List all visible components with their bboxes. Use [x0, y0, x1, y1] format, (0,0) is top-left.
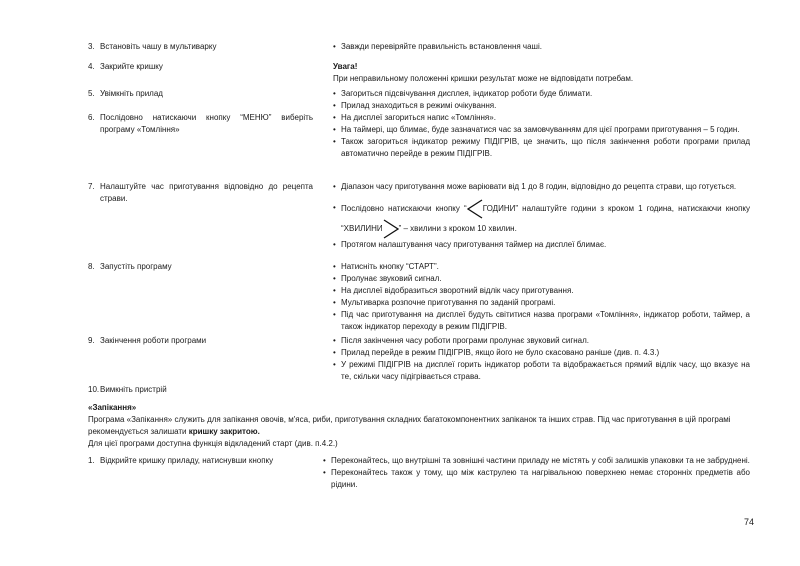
step-text: Закрийте кришку	[100, 62, 163, 71]
bullet: • Загориться підсвічування дисплея, індикатор роботи буде блимати.	[333, 88, 750, 100]
step-number: 5.	[88, 89, 95, 98]
bullet: • У режимі ПІДІГРІВ на дисплеї горить індикатор роботи та відображається прямий відлік часу, що вказує на те, скільки часу підігрівається страва.	[333, 359, 750, 383]
bullet: • Мультиварка розпочне приготування по заданій програмі.	[333, 297, 750, 309]
step-number: 3.	[88, 42, 95, 51]
step-text: Відкрийте кришку приладу, натиснувши кнопку	[100, 456, 274, 465]
delayed-start-note: Для цієї програми доступна функція відкладений старт (див. п.4.2.)	[88, 439, 338, 448]
bullet-text: ” – хвилини з кроком 10 хвилин.	[398, 224, 517, 234]
section-title: «Запікання»	[88, 403, 137, 412]
bullet: • Також загориться індикатор режиму ПІДІГРІВ, це значить, що після закінчення роботи програми прилад автоматично перейде в режим ПІДІГРІВ.	[333, 136, 750, 160]
step-text: Закінчення роботи програми	[100, 336, 207, 345]
bullet: • Після закінчення часу роботи програми пролунає звуковий сигнал.	[333, 335, 750, 347]
section-description	[88, 414, 750, 438]
step-number: 7.	[88, 182, 95, 191]
left-triangle-icon	[467, 199, 483, 219]
bullet-hours-minutes	[333, 199, 750, 239]
bullet: • Переконайтесь, що внутрішні та зовнішні частини приладу не містять у собі залишків упаковки та не забруднені.	[323, 455, 750, 467]
bullet: • Переконайтесь також у тому, що між каструлею та нагрівальною поверхнею немає сторонніх предметів або рідини.	[323, 467, 750, 491]
step-text: Встановіть чашу в мультиварку	[100, 42, 217, 51]
step-text: Налаштуйте час приготування відповідно до рецепта страви.	[100, 182, 313, 203]
bullet: • На дисплеї загориться напис «Томління».	[333, 112, 750, 124]
description-text: Програма «Запікання» служить для запікання овочів, м'яса, риби, приготування складних багатокомпонентних запіканок та інших страв. Під час приготування в цій програмі рекомендується залишати	[88, 415, 731, 436]
bullet: • Прилад знаходиться в режимі очікування.	[333, 100, 750, 112]
bullet: • На таймері, що блимає, буде зазначатися час за замовчуванням для цієї програми приготування – 5 годин.	[333, 124, 750, 136]
bullet: • Завжди перевіряйте правильність встановлення чаші.	[333, 41, 750, 53]
step-number: 10.	[88, 385, 100, 394]
step-text: Запустіть програму	[100, 262, 172, 271]
bullet: • Під час приготування на дисплеї будуть світитися назва програми «Томління», індикатор роботи, таймер, а також індикатор переходу в режим ПІДІГРІВ.	[333, 309, 750, 333]
step-number: 1.	[88, 456, 95, 465]
bullet: • Пролунає звуковий сигнал.	[333, 273, 750, 285]
bullet-text: Послідовно натискаючи кнопку “	[341, 204, 467, 214]
step-number: 6.	[88, 113, 95, 122]
bullet: • Прилад перейде в режим ПІДІГРІВ, якщо його не було скасовано раніше (див. п. 4.3.)	[333, 347, 750, 359]
warning-title: Увага!	[333, 62, 358, 71]
step-text: Послідовно натискаючи кнопку “МЕНЮ” виберіть програму «Томління»	[100, 113, 313, 134]
bullet-text: ГОДИНИ” налаштуйте години з кроком 1 година, натискаючи кнопку “ХВИЛИНИ	[341, 204, 750, 234]
bullet: • Натисніть кнопку “СТАРТ”.	[333, 261, 750, 273]
section-zapikannya	[88, 402, 750, 450]
step-number: 8.	[88, 262, 95, 271]
right-triangle-icon	[383, 219, 399, 239]
bullet: • Діапазон часу приготування може варіювати від 1 до 8 годин, відповідно до рецепта страви, що готується.	[333, 181, 750, 193]
page-number: 74	[744, 517, 755, 527]
bullet: • Протягом налаштування часу приготування таймер на дисплеї блимає.	[333, 239, 750, 251]
description-emphasis: кришку закритою.	[188, 427, 260, 436]
step-number: 4.	[88, 62, 95, 71]
bullet: • На дисплеї відобразиться зворотний відлік часу приготування.	[333, 285, 750, 297]
warning-text: При неправильному положенні кришки результат може не відповідати потребам.	[333, 74, 634, 83]
step-number: 9.	[88, 336, 95, 345]
step-text: Увімкніть прилад	[100, 89, 163, 98]
step-text: Вимкніть пристрій	[100, 385, 167, 394]
